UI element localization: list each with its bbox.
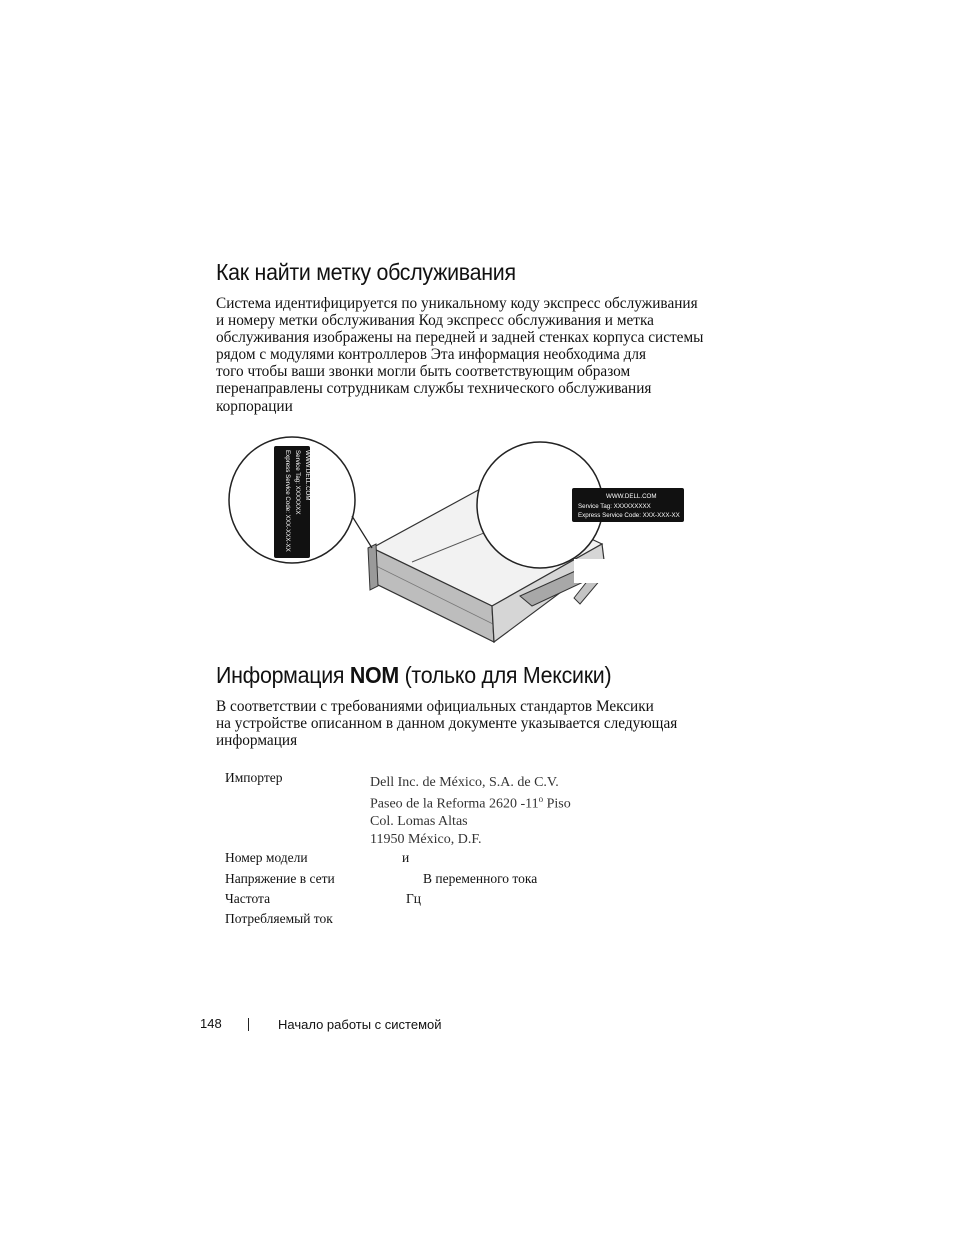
address-line: 11950 México, D.F. [370,831,482,847]
current-label: Потребляемый ток [225,911,333,926]
nom-paragraph [216,698,677,749]
address-line: Col. Lomas Altas [370,814,468,830]
page-number: 148 [200,1016,222,1031]
rear-label-service-tag: Service Tag: XXXXXXXXX [578,503,651,510]
paragraph-line: Система идентифицируется по уникальному коду экспресс обслуживания [216,295,698,312]
paragraph-line: перенаправлены сотрудникам службы технического обслуживания [216,380,652,398]
section-title-nom [216,662,611,689]
paragraph-line: информация [216,732,298,750]
frequency-value: Гц [406,891,422,906]
service-tag-paragraph [216,295,703,415]
nom-title-prefix: Информация [216,662,350,688]
paragraph-line: того чтобы ваши звонки могли быть соответствующим образом [216,363,631,381]
footer-chapter: Начало работы с системой [278,1017,442,1032]
importer-address [370,774,571,848]
front-label-callout [229,437,372,563]
rear-label-url: WWW.DELL.COM [606,493,657,500]
paragraph-line: обслуживания изображены на передней и задней стенках корпуса системы [216,329,704,347]
model-number-value: и [402,850,410,865]
section-title-service-tag: Как найти метку обслуживания [216,259,516,285]
frequency-label: Частота [225,891,271,906]
importer-label: Импортер [225,770,283,785]
service-tag-figure [220,436,680,646]
footer-separator [248,1018,249,1031]
front-label-service-tag: Service Tag: XXXXXXX [294,450,301,515]
address-line: Paseo de la Reforma 2620 -11$^o$ Piso [370,794,571,812]
paragraph-line: корпорации [216,397,293,415]
nom-title-bold: NOM [349,662,399,688]
address-line: Dell Inc. de México, S.A. de C.V. [370,775,559,790]
paragraph-line: В соответствии с требованиями официальных стандартов Мексики [216,698,654,715]
rear-label-express-code: Express Service Code: XXX-XXX-XX [578,512,680,519]
paragraph-line: на устройстве описанном в данном документе указывается следующая [216,715,678,733]
voltage-label: Напряжение в сети [225,871,335,886]
nom-title-suffix: (только для Мексики) [398,662,612,688]
voltage-value: В переменного тока [423,871,538,886]
paragraph-line: рядом с модулями контроллеров Эта информация необходима для [216,346,647,364]
front-label-url: WWW.DELL.COM [304,450,311,501]
paragraph-line: и номеру метки обслуживания Код экспресс обслуживания и метка [216,312,654,330]
model-number-label: Номер модели [225,850,308,865]
front-label-express-code: Express Service Code: XXX-XXX-XX [284,450,291,552]
